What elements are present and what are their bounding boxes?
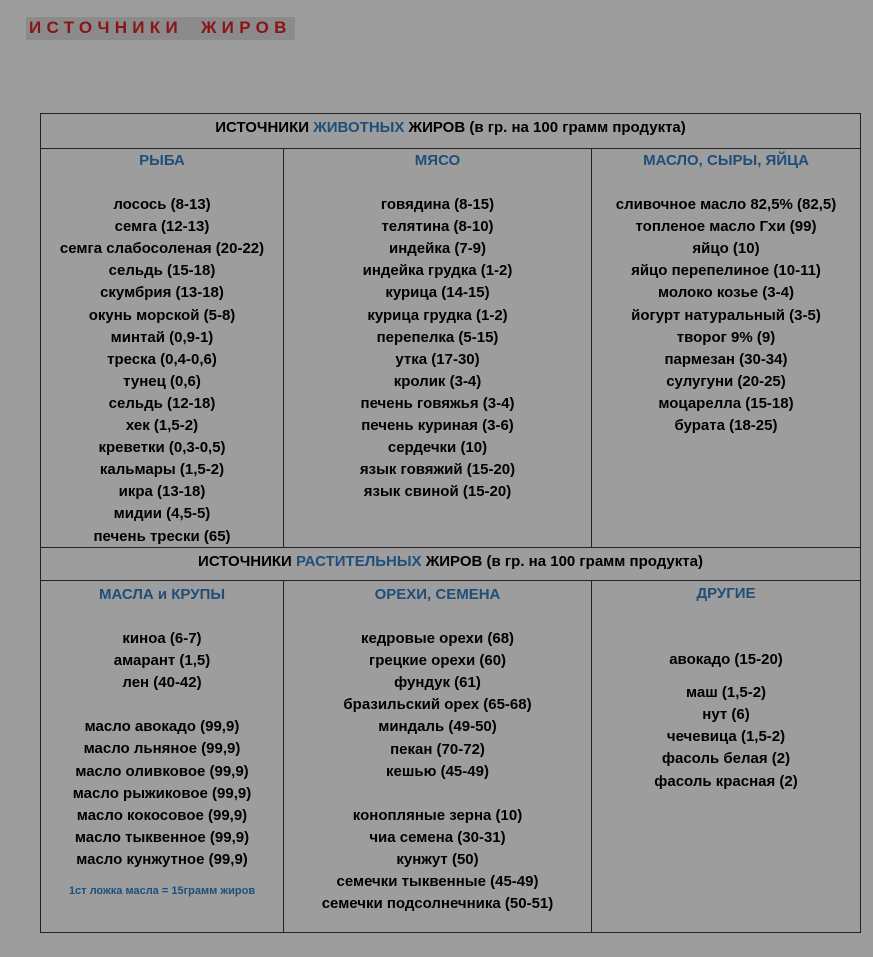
list-item: миндаль (49-50) xyxy=(378,718,497,736)
list-item: тунец (0,6) xyxy=(123,372,201,390)
list-item: масло кунжутное (99,9) xyxy=(76,850,248,868)
list-item: хек (1,5-2) xyxy=(125,417,199,435)
meat-column-title: МЯСО xyxy=(414,152,461,169)
spacer xyxy=(41,694,283,716)
list-item: масло рыжиковое (99,9) xyxy=(72,784,252,802)
oils-column-title: МАСЛА и КРУПЫ xyxy=(98,586,226,603)
list-item: яйцо перепелиное (10-11) xyxy=(631,262,821,280)
list-item: кунжут (50) xyxy=(396,850,479,868)
list-item: креветки (0,3-0,5) xyxy=(98,439,226,457)
meat-list xyxy=(284,194,591,503)
list-item: лосось (8-13) xyxy=(113,196,211,214)
list-item: кролик (3-4) xyxy=(393,372,482,390)
dairy-list xyxy=(592,194,860,437)
list-item: кешью (45-49) xyxy=(386,762,489,780)
list-item: треска (0,4-0,6) xyxy=(107,350,217,368)
fish-list xyxy=(41,194,283,548)
list-item: курица (14-15) xyxy=(385,284,490,302)
animal-header-pre: ИСТОЧНИКИ xyxy=(215,119,314,136)
list-item: чиа семена (30-31) xyxy=(369,828,506,846)
list-item: окунь морской (5-8) xyxy=(88,306,236,324)
plant-header-pre: ИСТОЧНИКИ xyxy=(198,553,296,570)
list-item: фасоль красная (2) xyxy=(654,772,798,790)
grains-list xyxy=(41,628,283,694)
animal-header-accent: ЖИВОТНЫХ xyxy=(313,119,405,136)
list-item: икра (13-18) xyxy=(118,483,206,501)
list-item: масло авокадо (99,9) xyxy=(84,718,240,736)
spacer xyxy=(592,671,860,682)
list-item: лен (40-42) xyxy=(122,674,202,692)
list-item: топленое масло Гхи (99) xyxy=(635,218,817,236)
list-item: молоко козье (3-4) xyxy=(658,284,794,302)
list-item: фундук (61) xyxy=(394,674,481,692)
list-item: говядина (8-15) xyxy=(380,196,495,214)
legumes-list xyxy=(592,682,860,792)
nuts-column-title: ОРЕХИ, СЕМЕНА xyxy=(374,586,501,603)
list-item: семга (12-13) xyxy=(114,218,210,236)
list-item: минтай (0,9-1) xyxy=(110,328,214,346)
fish-column-title: РЫБА xyxy=(139,152,185,169)
list-item: пармезан (30-34) xyxy=(664,350,788,368)
list-item: пекан (70-72) xyxy=(390,740,485,758)
oils-column xyxy=(41,584,283,899)
list-item: курица грудка (1-2) xyxy=(367,306,508,324)
animal-header-post: ЖИРОВ (в гр. на 100 грамм продукта) xyxy=(404,119,686,136)
list-item: семга слабосоленая (20-22) xyxy=(59,240,265,258)
list-item: печень куриная (3-6) xyxy=(361,417,514,435)
list-item: индейка (7-9) xyxy=(388,240,487,258)
avocado-item: авокадо (15-20) xyxy=(669,651,783,669)
nuts-list xyxy=(284,628,591,783)
list-item: фасоль белая (2) xyxy=(661,750,791,768)
list-item: печень трески (65) xyxy=(93,527,231,545)
list-item: мидии (4,5-5) xyxy=(113,505,211,523)
fish-column xyxy=(41,150,283,548)
list-item: кедровые орехи (68) xyxy=(360,630,515,648)
list-item: кальмары (1,5-2) xyxy=(99,461,225,479)
spacer xyxy=(284,783,591,805)
list-item: масло льняное (99,9) xyxy=(83,740,241,758)
list-item: чечевица (1,5-2) xyxy=(666,728,786,746)
other-column xyxy=(592,583,860,793)
list-item: язык свиной (15-20) xyxy=(363,483,512,501)
list-item: моцарелла (15-18) xyxy=(658,394,794,412)
page-title: ИСТОЧНИКИ ЖИРОВ xyxy=(26,17,295,40)
list-item: масло кокосовое (99,9) xyxy=(76,806,248,824)
list-item: сердечки (10) xyxy=(387,439,488,457)
list-item: нут (6) xyxy=(702,706,750,724)
list-item: сливочное масло 82,5% (82,5) xyxy=(615,196,837,214)
list-item: утка (17-30) xyxy=(395,350,480,368)
list-item: сельдь (15-18) xyxy=(108,262,216,280)
meat-column xyxy=(284,150,591,503)
spacer xyxy=(592,627,860,649)
list-item: бурата (18-25) xyxy=(674,417,778,435)
plant-fats-header xyxy=(41,547,860,581)
list-item: киноа (6-7) xyxy=(122,630,202,648)
list-item: сельдь (12-18) xyxy=(108,394,216,412)
list-item: индейка грудка (1-2) xyxy=(362,262,513,280)
list-item: бразильский орех (65-68) xyxy=(343,696,532,714)
list-item: амарант (1,5) xyxy=(113,652,211,670)
dairy-column xyxy=(592,150,860,437)
other-column-title: ДРУГИЕ xyxy=(696,585,756,602)
dairy-column-title: МАСЛО, СЫРЫ, ЯЙЦА xyxy=(643,152,809,169)
oil-spoon-note: 1ст ложка масла = 15грамм жиров xyxy=(68,885,256,898)
list-item: телятина (8-10) xyxy=(381,218,494,236)
list-item: конопляные зерна (10) xyxy=(352,806,523,824)
list-item: семечки тыквенные (45-49) xyxy=(336,873,539,891)
list-item: печень говяжья (3-4) xyxy=(360,394,515,412)
animal-fats-header xyxy=(41,114,860,149)
plant-header-post: ЖИРОВ (в гр. на 100 грамм продукта) xyxy=(421,553,703,570)
list-item: маш (1,5-2) xyxy=(685,684,767,702)
list-item: йогурт натуральный (3-5) xyxy=(631,306,821,324)
list-item: перепелка (5-15) xyxy=(376,328,499,346)
list-item: масло тыквенное (99,9) xyxy=(74,828,250,846)
plant-header-accent: РАСТИТЕЛЬНЫХ xyxy=(296,553,422,570)
list-item: скумбрия (13-18) xyxy=(100,284,224,302)
list-item: грецкие орехи (60) xyxy=(368,652,507,670)
list-item: яйцо (10) xyxy=(692,240,760,258)
fat-sources-table xyxy=(40,113,861,933)
list-item: сулугуни (20-25) xyxy=(666,372,786,390)
oils-list xyxy=(41,716,283,871)
list-item: язык говяжий (15-20) xyxy=(359,461,516,479)
nuts-column xyxy=(284,584,591,915)
list-item: масло оливковое (99,9) xyxy=(75,762,249,780)
list-item: творог 9% (9) xyxy=(676,328,776,346)
list-item: семечки подсолнечника (50-51) xyxy=(321,895,554,913)
seeds-list xyxy=(284,805,591,915)
